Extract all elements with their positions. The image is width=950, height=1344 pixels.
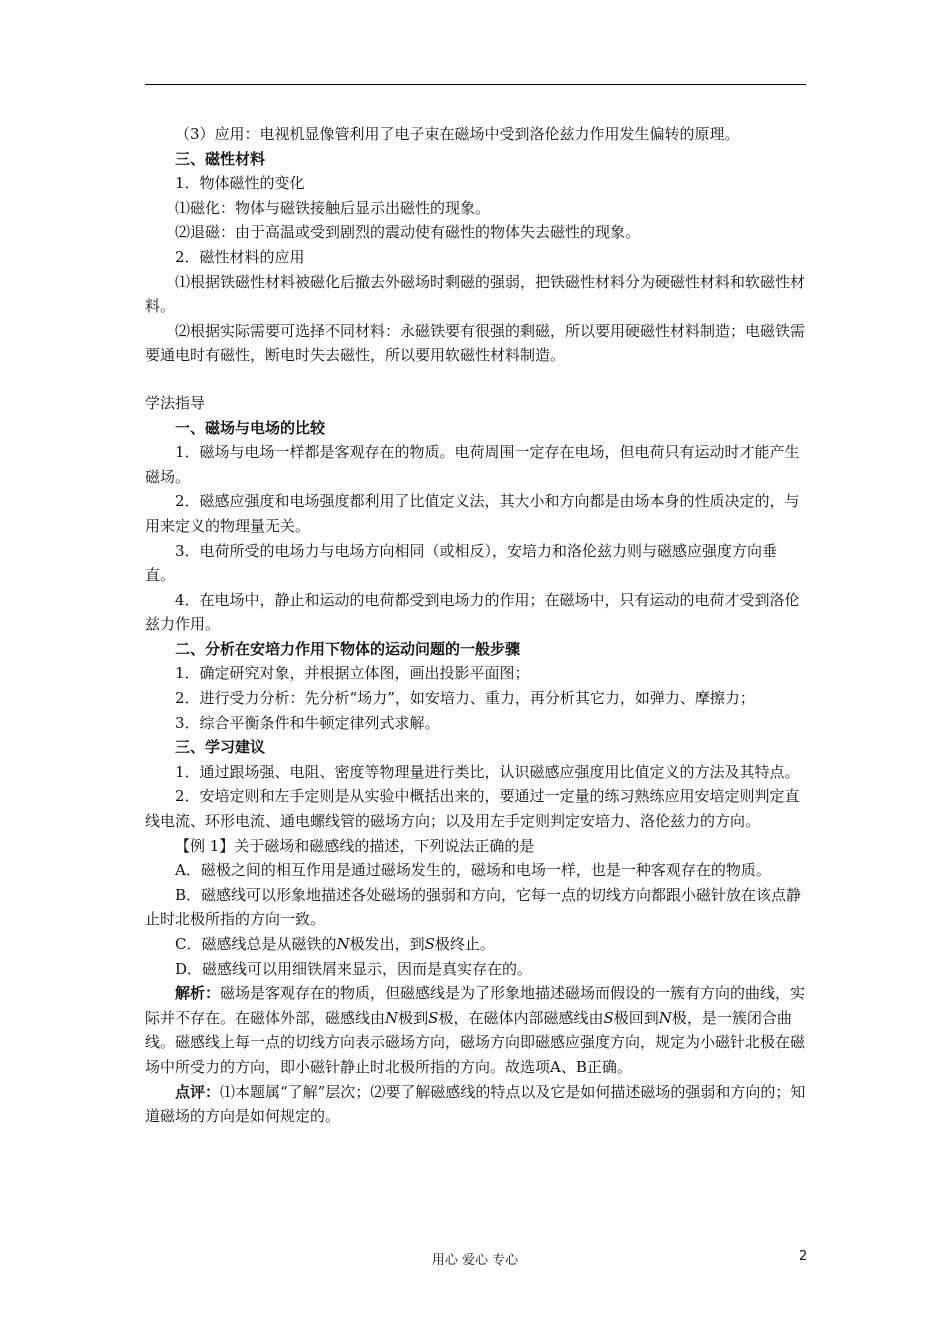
option-a: A．磁极之间的相互作用是通过磁场发生的，磁场和电场一样，也是一种客观存在的物质。 — [175, 861, 771, 880]
paragraph: 3．电荷所受的电场力与电场方向相同（或相反），安培力和洛伦兹力则与磁感应强度方向垂直。 — [145, 541, 778, 585]
page-number: 2 — [799, 1249, 808, 1264]
example-question: 【例 1】关于磁场和磁感线的描述，下列说法正确的是 — [175, 836, 535, 855]
paragraph: ⑵根据实际需要可选择不同材料：永磁铁要有很强的剩磁，所以要用硬磁性材料制造；电磁铁需要通电时有磁性，断电时失去磁性，所以要用软磁性材料制造。 — [145, 321, 806, 365]
paragraph: 4．在电场中，静止和运动的电荷都受到电场力的作用；在磁场中，只有运动的电荷才受到洛伦兹力作用。 — [145, 590, 800, 634]
paragraph: 2．安培定则和左手定则是从实验中概括出来的，要通过一定量的练习熟练应用安培定则判定直线电流、环形电流、通电螺线管的磁场方向；以及用左手定则判定安培力、洛伦兹力的方向。 — [145, 787, 800, 831]
header-rule — [145, 84, 806, 85]
paragraph: ⑴磁化：物体与磁铁接触后显示出磁性的现象。 — [175, 198, 491, 217]
option-d: D．磁感线可以用细铁屑来显示，因而是真实存在的。 — [175, 959, 533, 978]
heading: 一、磁场与电场的比较 — [175, 418, 326, 437]
heading: 二、分析在安培力作用下物体的运动问题的一般步骤 — [175, 639, 521, 658]
paragraph: 3．综合平衡条件和牛顿定律列式求解。 — [175, 713, 440, 732]
paragraph: 1．物体磁性的变化 — [175, 174, 305, 193]
section-title: 学法指导 — [145, 393, 206, 412]
paragraph: 2．磁感应强度和电场强度都利用了比值定义法，其大小和方向都是由场本身的性质决定的，与用来定义的物理量无关。 — [145, 492, 800, 535]
paragraph: （3）应用：电视机显像管利用了电子束在磁场中受到洛伦兹力作用发生偏转的原理。 — [175, 125, 740, 143]
heading: 三、磁性材料 — [175, 149, 266, 168]
paragraph: 1．确定研究对象，并根据立体图，画出投影平面图； — [175, 664, 530, 683]
paragraph: 1．通过跟场强、电阻、密度等物理量进行类比，认识磁感应强度用比值定义的方法及其特点。 — [175, 762, 800, 781]
document-body — [145, 122, 806, 1129]
heading: 三、学习建议 — [175, 738, 266, 757]
analysis: 解析：磁场是客观存在的物质，但磁感线是为了形象地描述磁场而假设的一簇有方向的曲线，实际并不存在。在磁体外部，磁感线由N极到S极，在磁体内部磁感线由S极回到N极，是一簇闭合曲线。磁感线上每一点的切线方向表示磁场方向，磁场方向即磁感应强度方向，规定为小磁针北极在磁场中所受力的方向，即小磁针静止时北极所指的方向。故选项A、B正确。 — [145, 984, 806, 1076]
paragraph: 2．进行受力分析：先分析“场力”，如安培力、重力，再分析其它力，如弹力、摩擦力； — [175, 689, 755, 708]
footer-text: 用心 爱心 专心 — [431, 1253, 519, 1268]
option-b: B．磁感线可以形象地描述各处磁场的强弱和方向，它每一点的切线方向都跟小磁针放在该点静止时北极所指的方向一致。 — [145, 885, 802, 929]
paragraph: ⑴根据铁磁性材料被磁化后撤去外磁场时剩磁的强弱，把铁磁性材料分为硬磁性材料和软磁性材料。 — [145, 272, 806, 316]
comment: 点评：⑴本题属“了解”层次；⑵要了解磁感线的特点以及它是如何描述磁场的强弱和方向的；知道磁场的方向是如何规定的。 — [145, 1082, 806, 1126]
paragraph: 1．磁场与电场一样都是客观存在的物质。电荷周围一定存在电场，但电荷只有运动时才能产生磁场。 — [145, 443, 800, 486]
paragraph: 2．磁性材料的应用 — [175, 247, 305, 266]
option-c: C．磁感线总是从磁铁的N极发出，到S极终止。 — [175, 935, 495, 953]
paragraph: ⑵退磁：由于高温或受到剧烈的震动使有磁性的物体失去磁性的现象。 — [175, 223, 641, 242]
